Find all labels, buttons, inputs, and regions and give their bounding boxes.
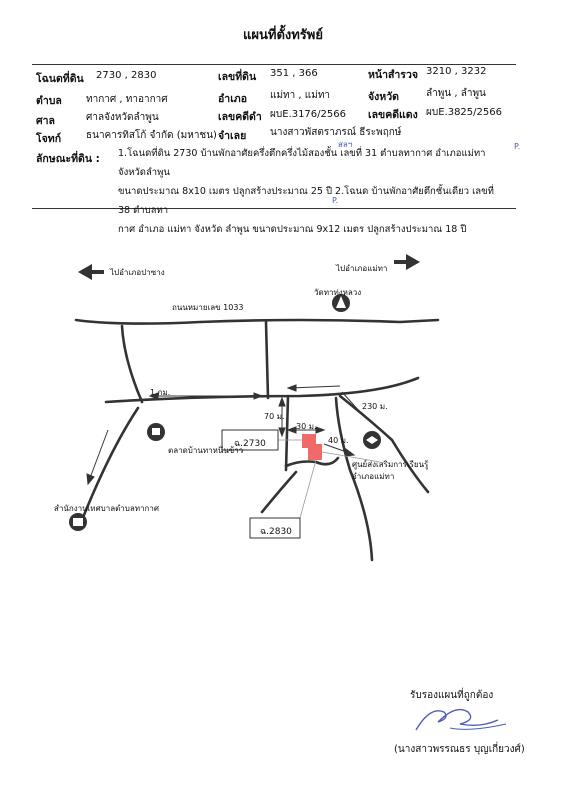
desc-line-3: กาศ อำเภอ แม่ทา จังหวัด ลำพูน ขนาดประมาณ 9x12 เมตร ปลูกสร้างประมาณ 18 ปี <box>118 224 467 235</box>
plaintiff-value: ธนาคารทิสโก้ จำกัด (มหาชน) <box>86 130 217 141</box>
desc-line-2: ขนาดประมาณ 8x10 เมตร ปลูกสร้างประมาณ 25 ปี 2.โฉนด บ้านพักอาศัยตึกชั้นเดียว เลขที่ 38 ตำบลทา <box>118 186 494 216</box>
handwritten-p-2: P. <box>332 196 339 205</box>
signature-icon <box>410 702 510 736</box>
certifier-name: (นางสาวพรรณธร บุญเกี่ยวงศ์) <box>394 744 525 755</box>
road-center-link <box>266 322 268 398</box>
court-value: ศาลจังหวัดลำพูน <box>86 112 159 123</box>
dim-230-line <box>342 392 360 412</box>
dist-40-label: 40 ม. <box>328 436 349 445</box>
arrow-40 <box>345 449 354 456</box>
province-label: จังหวัด <box>368 91 399 103</box>
arrow-1km-right <box>254 393 262 399</box>
dist-1km-label: 1 กม. <box>150 388 171 397</box>
deed-label: โฉนดที่ดิน <box>36 73 84 85</box>
deed-value: 2730 , 2830 <box>96 70 157 81</box>
defendant-label: จำเลย <box>218 130 247 142</box>
district-label: อำเภอ <box>218 93 248 105</box>
dist-230-label: 230 ม. <box>362 402 388 411</box>
defendant-value: นางสาวพัสตราภรณ์ ธีระพฤกษ์ <box>270 127 402 138</box>
arrow-left-icon <box>78 264 104 280</box>
land-no-label: เลขที่ดิน <box>218 71 257 83</box>
subdistrict-label: ตำบล <box>36 95 62 107</box>
subdistrict-value: ทากาศ , ทาอากาศ <box>86 94 168 105</box>
arrow-sao <box>87 474 94 484</box>
dist-70-label: 70 ม. <box>264 412 285 421</box>
learning-center-label-2: อำเภอแม่ทา <box>352 472 395 481</box>
office-building <box>73 518 83 526</box>
deed-2730-label: ฉ.2730 <box>234 439 266 449</box>
learning-center-label: ศูนย์ส่งเสริมการเรียนรู้ <box>352 460 429 469</box>
survey-label: หน้าสำรวจ <box>368 69 418 81</box>
black-case-value: ผบE.3176/2566 <box>270 109 346 120</box>
certify-text: รับรองแผนที่ถูกต้อง <box>410 690 494 701</box>
survey-value: 3210 , 3232 <box>426 66 487 77</box>
dim-top-line <box>290 386 340 388</box>
road-1033 <box>76 320 438 324</box>
red-case-label: เลขคดีแดง <box>368 109 418 121</box>
desc-line-1: 1.โฉนดที่ดิน 2730 บ้านพักอาศัยครึ่งตึกครึ่งไม้สองชั้น เลขที่ 31 ตำบลทากาศ อำเภอแม่ทา จังหวัดลำพูน <box>118 148 486 178</box>
market-label: ตลาดบ้านทาหนึ่นข้าว <box>168 446 244 455</box>
red-case-value: ผบE.3825/2566 <box>426 107 502 118</box>
dim-sao-line <box>90 430 108 478</box>
road-side-70 <box>286 396 288 470</box>
district-value: แม่ทา , แม่ทา <box>270 90 331 101</box>
plot-2830 <box>308 444 322 460</box>
arrow-30-left <box>288 427 296 433</box>
to-maetha-label: ไปอำเภอแม่ทา <box>336 264 388 273</box>
deed-2830-label: ฉ.2830 <box>260 527 292 537</box>
land-no-value: 351 , 366 <box>270 68 318 79</box>
sao-office-label: สำนักงานเทศบาลตำบลทากาศ <box>54 504 159 513</box>
temple-label: วัดทาทุ่งหลวง <box>314 288 362 297</box>
feature-label: ลักษณะที่ดิน : <box>36 153 100 165</box>
court-label: ศาล <box>36 115 55 127</box>
arrow-70-down <box>279 428 285 436</box>
leader-2830 <box>300 460 316 518</box>
handwritten-note: สลฯ <box>338 140 353 149</box>
arrow-top-left <box>288 385 296 391</box>
dist-30-label: 30 ม. <box>296 422 317 431</box>
road-label: ถนนหมายเลข 1033 <box>172 303 244 312</box>
arrow-right-icon <box>394 254 420 270</box>
market-cart <box>152 428 160 435</box>
arrow-70-up <box>279 398 285 406</box>
black-case-label: เลขคดีดำ <box>218 111 262 123</box>
arrow-30-right <box>316 427 324 433</box>
road-left-link <box>122 326 142 402</box>
road-lower-left <box>262 472 296 512</box>
to-pasang-label: ไปอำเภอปาซาง <box>110 268 165 277</box>
page-title: แผนที่ตั้งทรัพย์ <box>243 28 323 43</box>
plaintiff-label: โจทก์ <box>36 133 62 145</box>
handwritten-p-1: P. <box>514 142 521 151</box>
province-value: ลำพูน , ลำพูน <box>426 88 486 99</box>
